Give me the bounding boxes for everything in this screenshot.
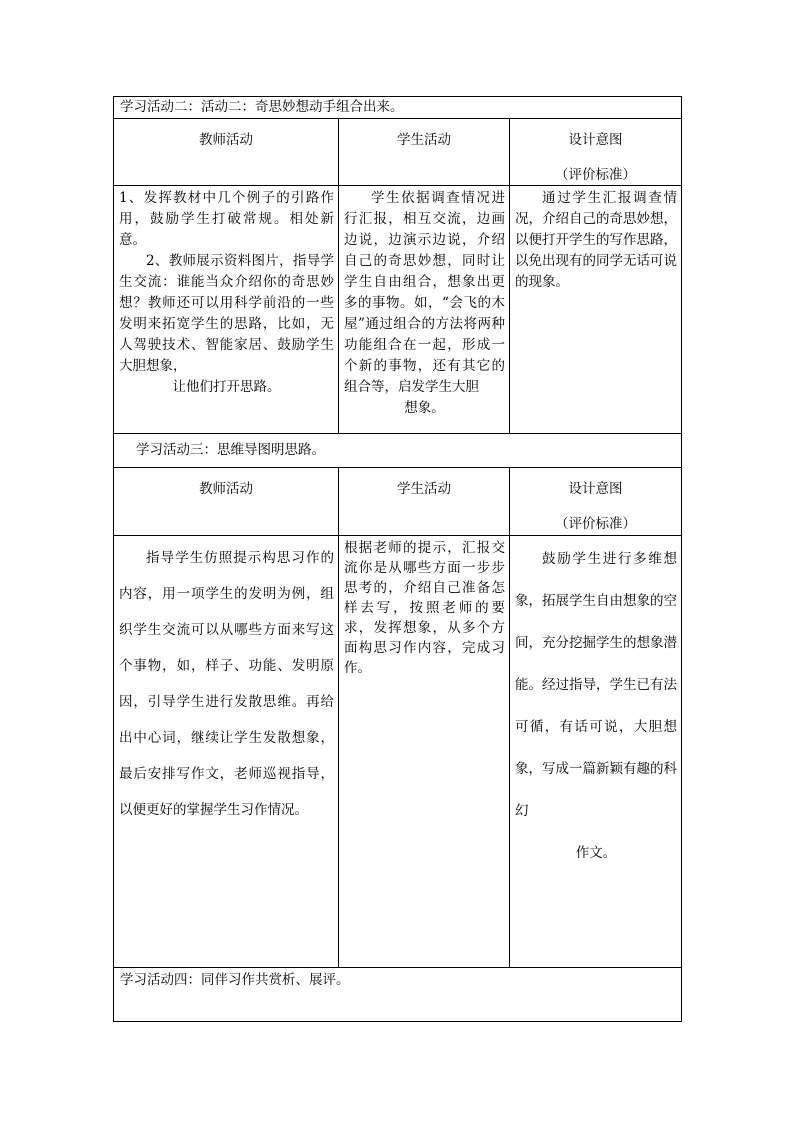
section-title-activity-4: 学习活动四：同伴习作共赏析、展评。 [114,968,682,1022]
section2-student-paragraph-2: 想象。 [404,400,445,416]
header-student-label: 学生活动 [397,132,451,148]
header-design-label-2: 设计意图 [568,481,623,497]
section3-teacher-paragraph-1: 指导学生仿照提示构思习作的内容，用一项学生的发明为例，组织学生交流可以从哪些方面来写这个事物，如，样子、功能、发明原因，引导学生进行发散思维。再给出中心词，继续让学生发散想象，最后安排写作文，老师巡视指导，以便更好的掌握学生习作情况。 [119,550,334,818]
section-title-activity-2: 学习活动二：活动二：奇思妙想动手组合出来。 [114,97,682,119]
section2-teacher-paragraph-3: 让他们打开思路。 [172,379,281,395]
header-design-intent [510,119,682,186]
section3-design-paragraph-2: 作文。 [575,845,617,861]
section2-student-paragraph-1: 学生依据调查情况进行汇报，相互交流，边画边说，边演示边说，介绍自己的奇思妙想，同时让学生自由组合，想象出更多的事物。如，“会飞的木屋”通过组合的方法将两种功能组合在一起，形成一个新的事物，还有其它的组合等，启发学生大胆 [344,190,505,395]
section2-teacher-paragraph-1: 1、发挥教材中几个例子的引路作用，鼓励学生打破常规。相处新意。 [119,190,334,248]
header-design-sublabel-2: （评价标准） [555,516,636,532]
header-teacher-activity-2 [114,468,339,536]
section2-teacher-paragraph-2: 2、教师展示资料图片，指导学生交流：谁能当众介绍你的奇思妙想？教师还可以用科学前沿的一些发明来拓宽学生的思路，比如，无人驾驶技术、智能家居、鼓励学生大胆想象， [119,253,334,374]
header-design-intent-2 [510,468,682,536]
header-teacher-activity [114,119,339,186]
section2-design-content [510,186,682,434]
header-design-sublabel: （评价标准） [555,167,636,183]
section2-student-content [339,186,510,434]
section3-student-content [339,536,510,968]
lesson-plan-table [113,96,682,1022]
header-teacher-label: 教师活动 [199,132,253,148]
section2-teacher-content [114,186,339,434]
section-title-activity-3: 学习活动三：思维导图明思路。 [114,434,682,468]
section3-design-content [510,536,682,968]
section3-design-paragraph-1: 鼓励学生进行多维想象，拓展学生自由想象的空间，充分挖掘学生的想象潜能。经过指导，学生已有法可循，有话可说，大胆想象，写成一篇新颖有趣的科幻 [515,551,678,819]
section3-teacher-content [114,536,339,968]
header-student-activity-2 [339,468,510,536]
header-student-activity [339,119,510,186]
header-student-label-2: 学生活动 [397,481,451,497]
header-design-label: 设计意图 [568,132,623,148]
header-teacher-label-2: 教师活动 [199,481,253,497]
section3-student-paragraph-1: 根据老师的提示，汇报交流你是从哪些方面一步步思考的，介绍自己准备怎样去写，按照老师的要求，发挥想象，从多个方面构思习作内容，完成习作。 [344,540,505,676]
section2-design-paragraph-1: 通过学生汇报调查情况，介绍自己的奇思妙想，以便打开学生的写作思路，以免出现有的同学无话可说的现象。 [515,190,678,290]
